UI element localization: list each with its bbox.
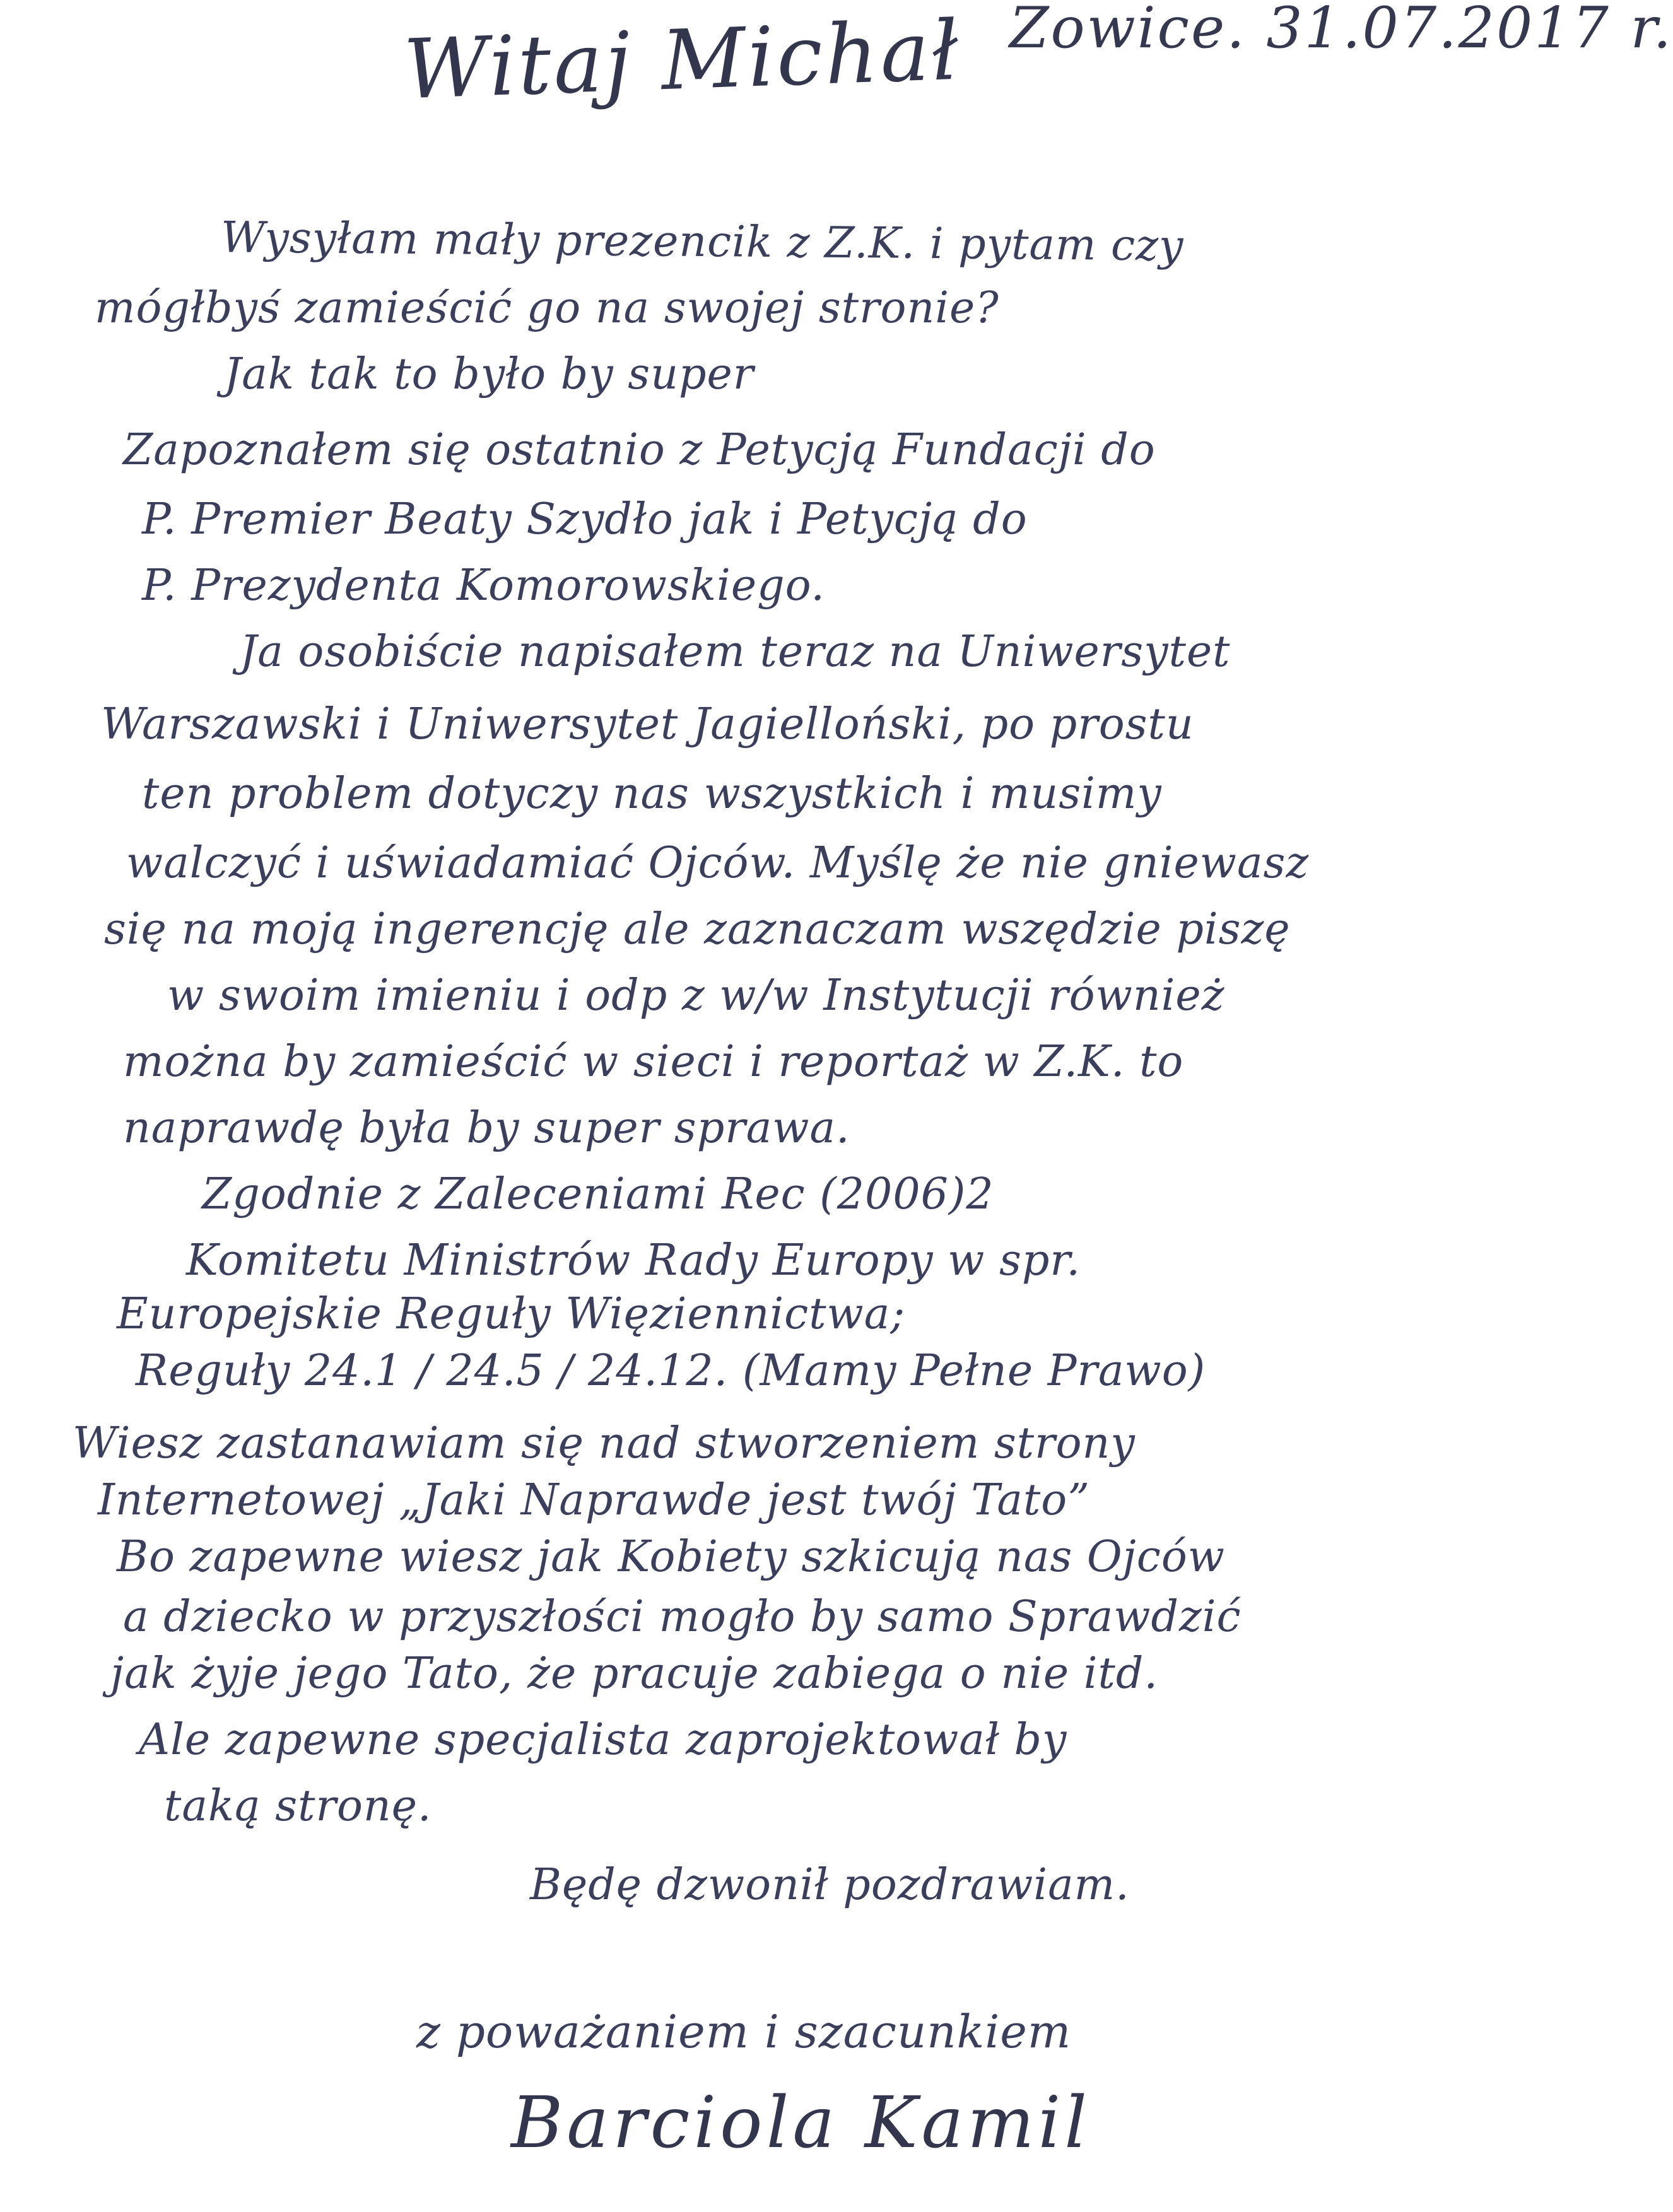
letter-line: można by zamieścić w sieci i reportaż w Z.K. to	[123, 1037, 1184, 1087]
letter-line: Będę dzwonił pozdrawiam.	[530, 1860, 1130, 1910]
letter-line: naprawdę była by super sprawa.	[123, 1103, 850, 1153]
letter-line: P. Premier Beaty Szydło jak i Petycją do	[142, 494, 1028, 544]
letter-line: jak żyje jego Tato, że pracuje zabiega o nie itd.	[110, 1649, 1158, 1699]
letter-line: Wiesz zastanawiam się nad stworzeniem strony	[73, 1419, 1136, 1468]
letter-line: Bo zapewne wiesz jak Kobiety szkicują nas Ojców	[117, 1532, 1225, 1582]
letter-line: walczyć i uświadamiać Ojców. Myślę że nie gniewasz	[126, 838, 1310, 888]
letter-signature: Barciola Kamil	[511, 2082, 1091, 2164]
letter-line: się na moją ingerencję ale zaznaczam wszędzie piszę	[104, 904, 1291, 954]
letter-line: Komitetu Ministrów Rady Europy w spr.	[186, 1236, 1081, 1285]
letter-line: Ja osobiście napisałem teraz na Uniwersytet	[240, 627, 1231, 677]
letter-line: mógłbyś zamieścić go na swojej stronie?	[95, 283, 999, 333]
letter-date: Zowice. 31.07.2017 r.	[1009, 0, 1673, 61]
letter-line: Zgodnie z Zaleceniami Rec (2006)2	[202, 1169, 994, 1219]
letter-line: Warszawski i Uniwersytet Jagielloński, po prostu	[101, 699, 1194, 749]
letter-line: Wysyłam mały prezencik z Z.K. i pytam czy	[220, 213, 1184, 271]
letter-line: a dziecko w przyszłości mogło by samo Sprawdzić	[123, 1592, 1242, 1642]
letter-line: taką stronę.	[164, 1781, 432, 1831]
letter-line: Reguły 24.1 / 24.5 / 24.12. (Mamy Pełne Prawo)	[136, 1346, 1206, 1396]
letter-line: Europejskie Reguły Więziennictwa;	[117, 1289, 906, 1339]
letter-closing: z poważaniem i szacunkiem	[416, 2005, 1072, 2058]
letter-line: Ale zapewne specjalista zaprojektował by	[139, 1715, 1067, 1765]
letter-line: w swoim imieniu i odp z w/w Instytucji również	[167, 971, 1225, 1021]
letter-line: P. Prezydenta Komorowskiego.	[142, 561, 825, 611]
letter-line: Internetowej „Jaki Naprawde jest twój Tato”	[98, 1475, 1090, 1525]
letter-greeting: Witaj Michał	[402, 2, 963, 118]
letter-line: Jak tak to było by super	[224, 349, 754, 399]
letter-line: Zapoznałem się ostatnio z Petycją Fundacji do	[123, 425, 1156, 475]
letter-line: ten problem dotyczy nas wszystkich i musimy	[142, 769, 1162, 819]
